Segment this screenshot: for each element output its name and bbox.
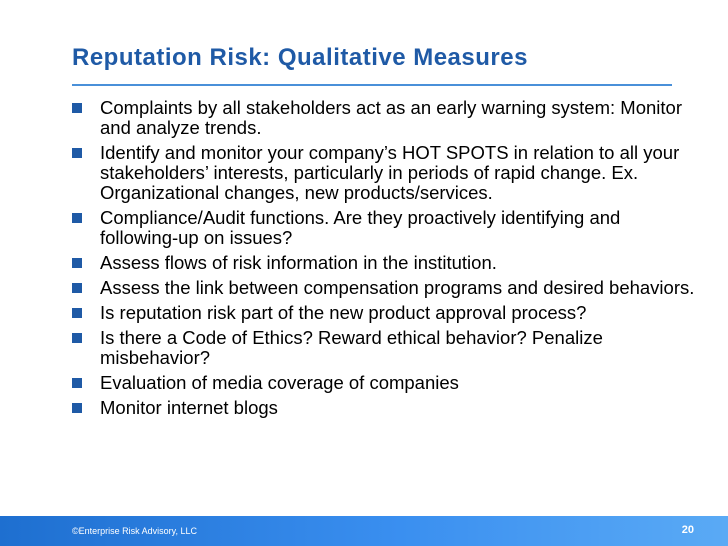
square-bullet-icon — [72, 308, 82, 318]
bullet-item — [72, 303, 702, 323]
title-underline — [72, 84, 672, 86]
bullet-text: Assess the link between compensation programs and desired behaviors. — [100, 277, 695, 298]
bullet-item — [72, 398, 702, 418]
square-bullet-icon — [72, 333, 82, 343]
square-bullet-icon — [72, 258, 82, 268]
square-bullet-icon — [72, 148, 82, 158]
bullet-text: Identify and monitor your company’s HOT SPOTS in relation to all your stakeholders’ interests, particularly in periods of rapid change. Ex. Organizational changes, new products/services. — [100, 142, 680, 203]
bullet-text: Compliance/Audit functions. Are they proactively identifying and following-up on issues? — [100, 207, 621, 248]
bullet-text: Monitor internet blogs — [100, 397, 278, 418]
bullet-text: Is there a Code of Ethics? Reward ethical behavior? Penalize misbehavior? — [100, 327, 603, 368]
square-bullet-icon — [72, 283, 82, 293]
footer-copyright: ©Enterprise Risk Advisory, LLC — [72, 526, 198, 536]
bullet-item — [72, 278, 702, 298]
slide-title: Reputation Risk: Qualitative Measures — [72, 44, 528, 71]
bullet-item — [72, 208, 702, 248]
bullet-text: Is reputation risk part of the new product approval process? — [100, 302, 587, 323]
page-number: 20 — [681, 524, 694, 536]
square-bullet-icon — [72, 103, 82, 113]
bullet-text: Complaints by all stakeholders act as an early warning system: Monitor and analyze trends. — [100, 97, 682, 138]
bullet-item — [72, 143, 702, 203]
bullet-item — [72, 98, 702, 138]
footer-bar — [0, 516, 728, 546]
square-bullet-icon — [72, 213, 82, 223]
bullet-list — [72, 98, 702, 423]
bullet-item — [72, 328, 702, 368]
square-bullet-icon — [72, 403, 82, 413]
bullet-text: Assess flows of risk information in the institution. — [100, 252, 497, 273]
bullet-item — [72, 373, 702, 393]
square-bullet-icon — [72, 378, 82, 388]
bullet-item — [72, 253, 702, 273]
bullet-text: Evaluation of media coverage of companies — [100, 372, 459, 393]
